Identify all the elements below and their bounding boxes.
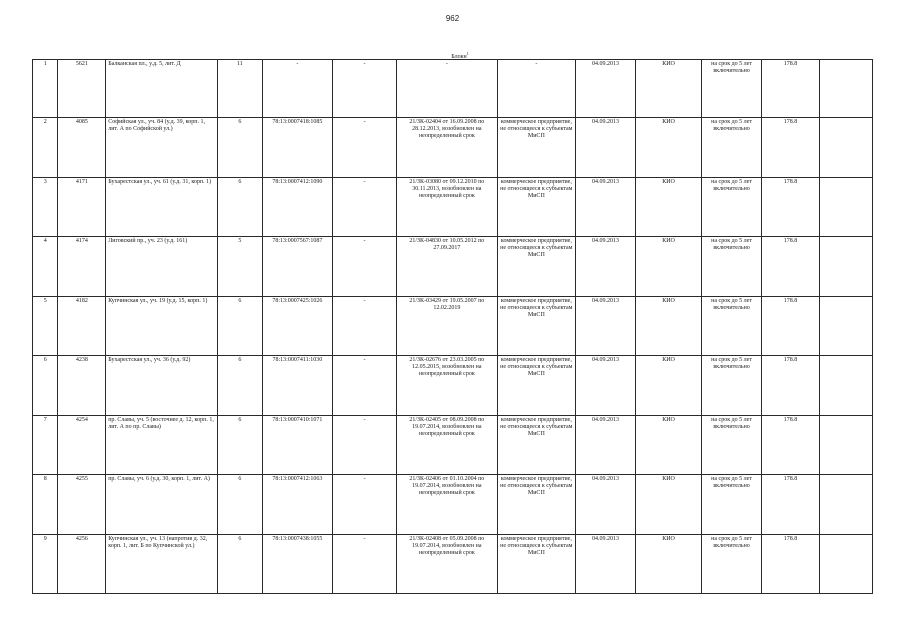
table-row [33, 534, 873, 594]
address-cell: Лиговский пр., уч. 23 (у.д. 161) [106, 237, 218, 297]
term-cell: на срок до 5 лет включительно [702, 475, 762, 535]
area-cell: 178.8 [762, 118, 820, 178]
floor-cell: 5 [218, 237, 263, 297]
empty-cell [820, 475, 873, 535]
row-number-cell: 8 [33, 475, 58, 535]
column-6-cell: - [332, 60, 396, 118]
address-cell: пр. Славы, уч. 5 (восточнее д. 12, корп. 1, лит. А по пр. Славы) [106, 415, 218, 475]
empty-cell [820, 356, 873, 416]
cadastral-number-cell: 78:13:0007411:1030 [262, 356, 332, 416]
object-id-cell: 4182 [58, 296, 106, 356]
address-cell: пр. Славы, уч. 6 (у.д. 30, корп. 1, лит. А) [106, 475, 218, 535]
object-id-cell: 4174 [58, 237, 106, 297]
table-row [33, 237, 873, 297]
date-cell: 04.09.2013 [575, 60, 635, 118]
sheet-label-superscript: 1 [466, 51, 469, 56]
table-row [33, 475, 873, 535]
organization-cell: КИО [635, 475, 701, 535]
empty-cell [820, 118, 873, 178]
floor-cell: 6 [218, 534, 263, 594]
object-id-cell: 4255 [58, 475, 106, 535]
cadastral-number-cell: 78:13:0007438:1055 [262, 534, 332, 594]
organization-cell: КИО [635, 118, 701, 178]
address-cell: Купчинская ул., уч. 19 (у.д. 15, корп. 1) [106, 296, 218, 356]
floor-cell: 6 [218, 475, 263, 535]
tenant-cell: коммерческое предприятие, не относящееся к субъектам МиСП [497, 237, 575, 297]
column-6-cell: - [332, 296, 396, 356]
row-number-cell: 1 [33, 60, 58, 118]
contract-cell: 21/ЗК-04830 от 10.05.2012 по 27.09.2017 [397, 237, 498, 297]
area-cell: 178.8 [762, 177, 820, 237]
cadastral-number-cell: 78:13:0007418:1085 [262, 118, 332, 178]
organization-cell: КИО [635, 296, 701, 356]
floor-cell: 6 [218, 356, 263, 416]
empty-cell [820, 296, 873, 356]
floor-cell: 6 [218, 118, 263, 178]
contract-cell: 21/ЗК-03429 от 19.05.2007 по 12.02.2019 [397, 296, 498, 356]
term-cell: на срок до 5 лет включительно [702, 118, 762, 178]
organization-cell: КИО [635, 534, 701, 594]
floor-cell: 6 [218, 177, 263, 237]
object-id-cell: 4254 [58, 415, 106, 475]
date-cell: 04.09.2013 [575, 475, 635, 535]
row-number-cell: 4 [33, 237, 58, 297]
floor-cell: 6 [218, 415, 263, 475]
object-id-cell: 4171 [58, 177, 106, 237]
object-id-cell: 4085 [58, 118, 106, 178]
address-cell: Балканская пл., у.д. 5, лит. Д [106, 60, 218, 118]
column-6-cell: - [332, 415, 396, 475]
floor-cell: 11 [218, 60, 263, 118]
object-id-cell: 4256 [58, 534, 106, 594]
contract-cell: 21/ЗК-03080 от 09.12.2010 по 30.11.2013, возобновлен на неопределенный срок [397, 177, 498, 237]
table-row [33, 118, 873, 178]
term-cell: на срок до 5 лет включительно [702, 415, 762, 475]
tenant-cell: коммерческое предприятие, не относящееся к субъектам МиСП [497, 296, 575, 356]
column-6-cell: - [332, 356, 396, 416]
empty-cell [820, 177, 873, 237]
row-number-cell: 2 [33, 118, 58, 178]
table-row [33, 356, 873, 416]
row-number-cell: 5 [33, 296, 58, 356]
date-cell: 04.09.2013 [575, 415, 635, 475]
contract-cell: 21/ЗК-02405 от 08.09.2008 по 19.07.2014, возобновлен на неопределенный срок [397, 415, 498, 475]
contract-cell: 21/ЗК-02406 от 01.10.2004 по 19.07.2014, возобновлен на неопределенный срок [397, 475, 498, 535]
register-body [33, 60, 873, 594]
organization-cell: КИО [635, 177, 701, 237]
cadastral-number-cell: 78:13:0007412:1063 [262, 475, 332, 535]
row-number-cell: 6 [33, 356, 58, 416]
table-row [33, 177, 873, 237]
term-cell: на срок до 5 лет включительно [702, 534, 762, 594]
date-cell: 04.09.2013 [575, 118, 635, 178]
term-cell: на срок до 5 лет включительно [702, 237, 762, 297]
contract-cell: 21/ЗК-02676 от 23.03.2005 по 12.05.2015, возобновлен на неопределенный срок [397, 356, 498, 416]
contract-cell: - [397, 60, 498, 118]
register-table [32, 59, 873, 594]
contract-cell: 21/ЗК-02408 от 05.09.2008 по 19.07.2014, возобновлен на неопределенный срок [397, 534, 498, 594]
address-cell: Бухарестская ул., уч. 61 (у.д. 31, корп. 1) [106, 177, 218, 237]
tenant-cell: коммерческое предприятие, не относящееся к субъектам МиСП [497, 356, 575, 416]
cadastral-number-cell: 78:13:0007567:1087 [262, 237, 332, 297]
date-cell: 04.09.2013 [575, 534, 635, 594]
column-6-cell: - [332, 237, 396, 297]
term-cell: на срок до 5 лет включительно [702, 296, 762, 356]
area-cell: 178.8 [762, 237, 820, 297]
tenant-cell: коммерческое предприятие, не относящееся к субъектам МиСП [497, 177, 575, 237]
tenant-cell: коммерческое предприятие, не относящееся к субъектам МиСП [497, 534, 575, 594]
table-row [33, 415, 873, 475]
object-id-cell: 5621 [58, 60, 106, 118]
date-cell: 04.09.2013 [575, 356, 635, 416]
empty-cell [820, 415, 873, 475]
date-cell: 04.09.2013 [575, 237, 635, 297]
tenant-cell: коммерческое предприятие, не относящееся к субъектам МиСП [497, 415, 575, 475]
empty-cell [820, 237, 873, 297]
column-6-cell: - [332, 177, 396, 237]
term-cell: на срок до 5 лет включительно [702, 177, 762, 237]
date-cell: 04.09.2013 [575, 177, 635, 237]
row-number-cell: 3 [33, 177, 58, 237]
address-cell: Бухарестская ул., уч. 36 (у.д. 92) [106, 356, 218, 416]
column-6-cell: - [332, 118, 396, 178]
address-cell: Купчинская ул., уч. 13 (напротив д. 32, корп. 1, лит. Б по Купчинской ул.) [106, 534, 218, 594]
organization-cell: КИО [635, 415, 701, 475]
empty-cell [820, 534, 873, 594]
floor-cell: 6 [218, 296, 263, 356]
organization-cell: КИО [635, 60, 701, 118]
tenant-cell: коммерческое предприятие, не относящееся к субъектам МиСП [497, 118, 575, 178]
contract-cell: 21/ЗК-02404 от 16.09.2008 по 28.12.2013, возобновлен на неопределенный срок [397, 118, 498, 178]
page-number: 962 [445, 14, 460, 23]
cadastral-number-cell: 78:13:0007410:1071 [262, 415, 332, 475]
address-cell: Софийская ул., уч. 84 (у.д. 39, корп. 1, лит. А по Софийской ул.) [106, 118, 218, 178]
table-row [33, 60, 873, 118]
date-cell: 04.09.2013 [575, 296, 635, 356]
column-6-cell: - [332, 534, 396, 594]
cadastral-number-cell: 78:13:0007425:1026 [262, 296, 332, 356]
sheet-label-text: Блокн [451, 54, 467, 60]
tenant-cell: коммерческое предприятие, не относящееся к субъектам МиСП [497, 475, 575, 535]
column-6-cell: - [332, 475, 396, 535]
object-id-cell: 4238 [58, 356, 106, 416]
term-cell: на срок до 5 лет включительно [702, 60, 762, 118]
area-cell: 178.8 [762, 356, 820, 416]
area-cell: 178.8 [762, 475, 820, 535]
area-cell: 178.8 [762, 534, 820, 594]
row-number-cell: 7 [33, 415, 58, 475]
row-number-cell: 9 [33, 534, 58, 594]
empty-cell [820, 60, 873, 118]
term-cell: на срок до 5 лет включительно [702, 356, 762, 416]
organization-cell: КИО [635, 237, 701, 297]
cadastral-number-cell: - [262, 60, 332, 118]
area-cell: 178.8 [762, 415, 820, 475]
organization-cell: КИО [635, 356, 701, 416]
cadastral-number-cell: 78:13:0007412:1090 [262, 177, 332, 237]
tenant-cell: - [497, 60, 575, 118]
table-row [33, 296, 873, 356]
area-cell: 178.8 [762, 60, 820, 118]
area-cell: 178.8 [762, 296, 820, 356]
